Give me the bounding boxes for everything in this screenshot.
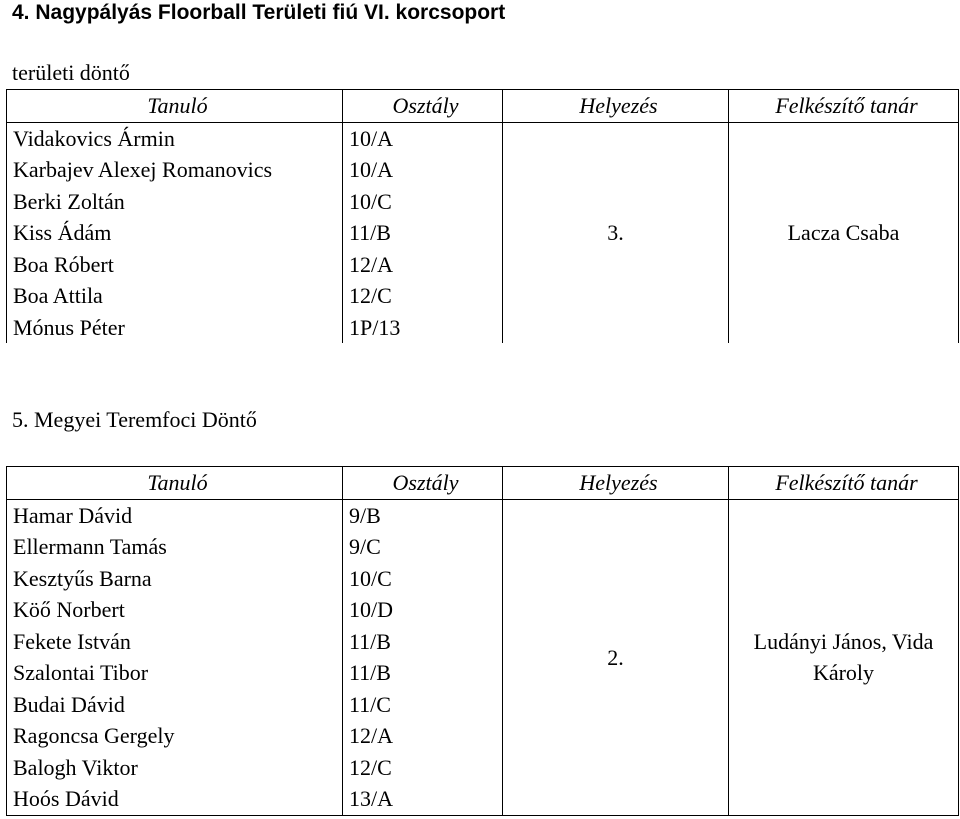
student-name: Szalontai Tibor [7,657,343,689]
teacher-cell [729,122,959,343]
student-name: Hoós Dávid [7,783,343,815]
header-place: Helyezés [503,90,729,123]
section-title-floorball: 4. Nagypályás Floorball Területi fiú VI. korcsoport [12,1,506,24]
student-name: Köő Norbert [7,594,343,626]
student-class: 10/C [343,186,503,218]
student-class: 13/A [343,783,503,815]
student-name: Vidakovics Ármin [7,122,343,154]
student-class: 12/C [343,280,503,312]
teacher-name: Ludányi János, Vida Károly [753,629,934,685]
student-class: 9/C [343,531,503,563]
student-class: 11/B [343,626,503,658]
student-name: Kiss Ádám [7,217,343,249]
student-name: Hamar Dávid [7,499,343,531]
student-class: 10/A [343,122,503,154]
student-class: 11/B [343,657,503,689]
student-class: 11/B [343,217,503,249]
student-name: Balogh Viktor [7,752,343,784]
student-class: 9/B [343,499,503,531]
table-row [7,499,959,531]
header-place: Helyezés [503,467,729,500]
teacher-cell [729,499,959,815]
student-class: 10/C [343,563,503,595]
results-table-floorball [6,89,959,343]
placement-value: 2. [503,499,729,815]
student-name: Kesztyűs Barna [7,563,343,595]
header-class: Osztály [343,90,503,123]
student-class: 1P/13 [343,312,503,344]
teacher-name: Lacza Csaba [787,220,900,246]
student-name: Boa Róbert [7,249,343,281]
student-class: 12/A [343,720,503,752]
student-name: Ragoncsa Gergely [7,720,343,752]
section-subtitle-floorball: területi döntő [12,60,130,85]
student-name: Fekete István [7,626,343,658]
student-class: 11/C [343,689,503,721]
results-table-teremfoci [6,466,959,816]
student-class: 12/A [343,249,503,281]
header-class: Osztály [343,467,503,500]
student-name: Ellermann Tamás [7,531,343,563]
student-class: 10/D [343,594,503,626]
student-name: Karbajev Alexej Romanovics [7,154,343,186]
student-name: Berki Zoltán [7,186,343,218]
header-teacher: Felkészítő tanár [729,467,959,500]
student-class: 10/A [343,154,503,186]
student-name: Mónus Péter [7,312,343,344]
section-title-teremfoci: 5. Megyei Teremfoci Döntő [12,407,257,432]
header-teacher: Felkészítő tanár [729,90,959,123]
table-header-row [7,467,959,500]
table-row [7,122,959,154]
header-name: Tanuló [7,90,343,123]
placement-value: 3. [503,122,729,343]
header-name: Tanuló [7,467,343,500]
student-class: 12/C [343,752,503,784]
student-name: Boa Attila [7,280,343,312]
table-header-row [7,90,959,123]
student-name: Budai Dávid [7,689,343,721]
